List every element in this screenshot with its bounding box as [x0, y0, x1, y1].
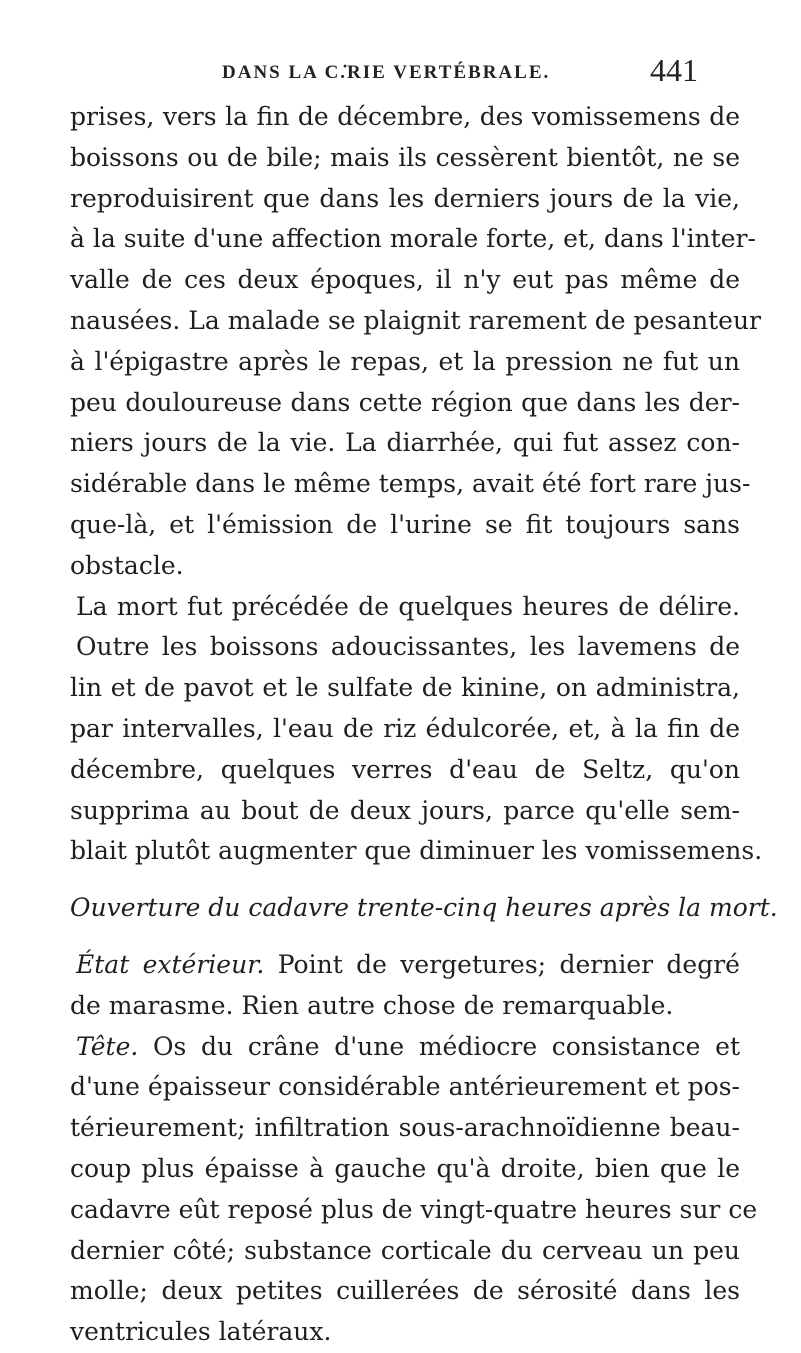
- text-line: sidérable dans le même temps, avait été fort rare jus-: [70, 469, 751, 499]
- text-line: [70, 945, 740, 986]
- text-fragment: Os du crâne d'une médiocre consistance et: [138, 1031, 740, 1061]
- text-line: de marasme. Rien autre chose de remarquable.: [70, 990, 674, 1020]
- subsection-lead: État extérieur.: [76, 949, 265, 979]
- text-line: blait plutôt augmenter que diminuer les vomissemens.: [70, 836, 763, 866]
- text-line: nausées. La malade se plaignit rarement de pesanteur: [70, 305, 761, 335]
- text-line: La mort fut précédée de quelques heures de délire.: [76, 591, 740, 621]
- text-line: par intervalles, l'eau de riz édulcorée, et, à la fin de: [70, 713, 740, 743]
- section-heading: Ouverture du cadavre trente-cinq heures après la mort.: [70, 893, 778, 923]
- page-number: 441: [650, 52, 698, 88]
- text-line: prises, vers la fin de décembre, des vomissemens de: [70, 102, 740, 131]
- subsection-lead: Tête.: [76, 1031, 139, 1061]
- text-line: [70, 1027, 740, 1068]
- text-line: cadavre eût reposé plus de vingt-quatre heures sur ce: [70, 1194, 758, 1224]
- text-line: à la suite d'une affection morale forte, et, dans l'inter-: [70, 224, 756, 254]
- text-line: térieurement; infiltration sous-arachnoïdienne beau-: [70, 1113, 740, 1143]
- text-line: niers jours de la vie. La diarrhée, qui fut assez con-: [70, 428, 740, 458]
- text-line: ventricules latéraux.: [70, 1317, 332, 1347]
- text-line: dernier côté; substance corticale du cerveau un peu: [70, 1235, 740, 1265]
- text-line: lin et de pavot et le sulfate de kinine, on administra,: [70, 673, 740, 703]
- text-line: supprima au bout de deux jours, parce qu'elle sem-: [70, 795, 740, 825]
- body-text: [70, 97, 778, 1353]
- text-line: boissons ou de bile; mais ils cessèrent bientôt, ne se: [70, 142, 740, 172]
- text-line: que-là, et l'émission de l'urine se fit toujours sans: [70, 509, 740, 539]
- text-line: d'une épaisseur considérable antérieurement et pos-: [70, 1072, 740, 1102]
- text-fragment: Point de vergetures; dernier degré: [264, 949, 740, 979]
- text-line: reproduisirent que dans les derniers jours de la vie,: [70, 183, 740, 213]
- text-line: décembre, quelques verres d'eau de Seltz, qu'on: [70, 754, 740, 784]
- text-line: à l'épigastre après le repas, et la pression ne fut un: [70, 346, 740, 376]
- text-line: obstacle.: [70, 550, 184, 580]
- section-spacer: [70, 929, 740, 945]
- text-line: coup plus épaisse à gauche qu'à droite, bien que le: [70, 1153, 740, 1183]
- text-line: Outre les boissons adoucissantes, les lavemens de: [76, 632, 740, 662]
- text-line: molle; deux petites cuillerées de sérosité dans les: [70, 1276, 740, 1306]
- text-line: valle de ces deux époques, il n'y eut pas même de: [70, 265, 740, 295]
- text-line: peu douloureuse dans cette région que dans les der-: [70, 387, 740, 417]
- running-header: DANS LA C.̇RIE VERTÉBRALE.: [222, 62, 551, 83]
